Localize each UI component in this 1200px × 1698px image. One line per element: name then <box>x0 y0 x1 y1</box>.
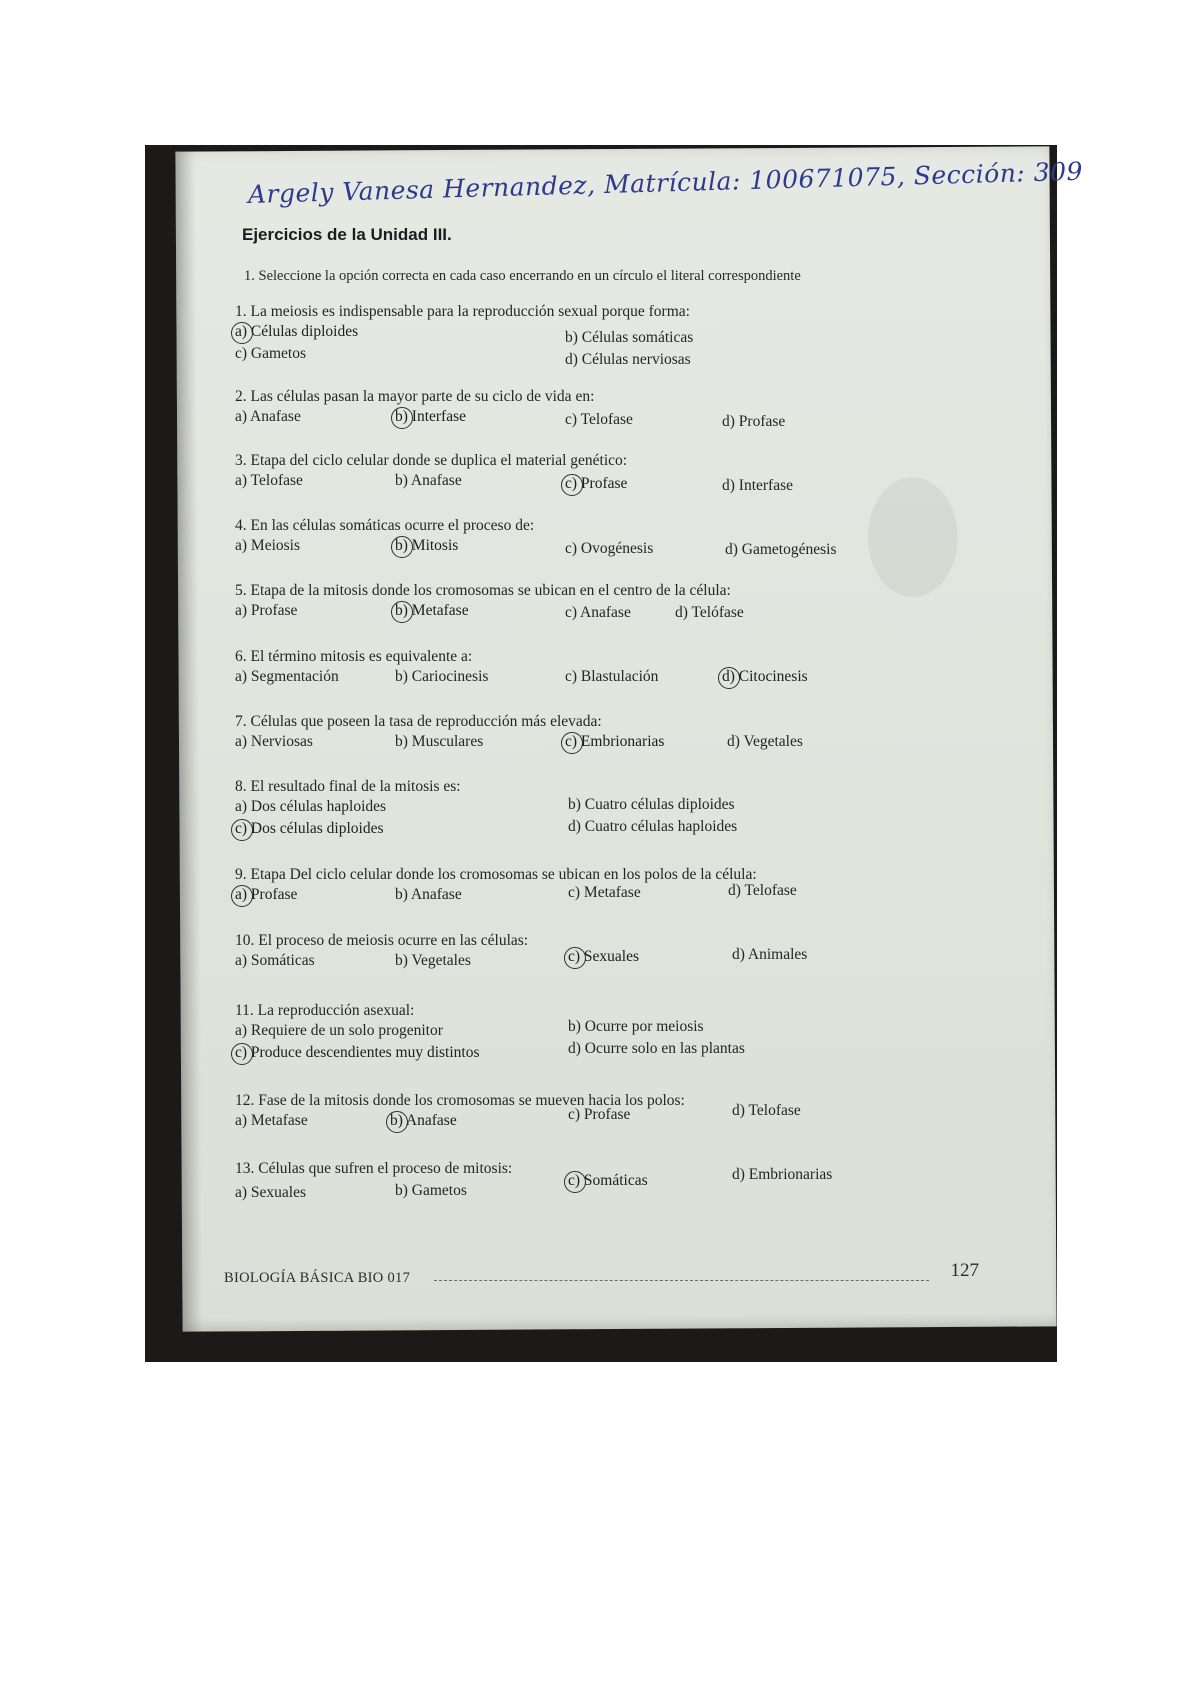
question-text: 11. La reproducción asexual: <box>235 1002 415 1019</box>
option-label: a) Profase <box>235 886 298 903</box>
option-label: d) Citocinesis <box>722 668 808 685</box>
handwritten-header: Argely Vanesa Hernandez, Matrícula: 100671075, Sección: 309 <box>247 156 1084 209</box>
instruction-text: 1. Seleccione la opción correcta en cada caso encerrando en un círculo el literal correspondiente <box>244 268 801 284</box>
option-a[interactable]: a) Profase <box>235 602 298 619</box>
option-c[interactable]: c) Metafase <box>568 884 641 901</box>
answer-options <box>235 1102 955 1134</box>
option-label: b) Metafase <box>395 602 469 619</box>
option-c[interactable]: c) Telofase <box>565 411 633 428</box>
answer-options <box>235 602 955 624</box>
answer-circle-mark <box>391 407 413 429</box>
option-d[interactable]: d) Ocurre solo en las plantas <box>568 1040 745 1057</box>
question-text: 3. Etapa del ciclo celular donde se duplica el material genético: <box>235 452 628 469</box>
option-a[interactable]: a) Dos células haploides <box>235 798 387 815</box>
answer-circle-mark <box>564 947 586 969</box>
option-label: b) Mitosis <box>395 537 459 554</box>
option-c[interactable] <box>565 733 664 751</box>
answer-circle-mark <box>386 1111 408 1133</box>
option-c[interactable]: c) Profase <box>568 1106 631 1123</box>
question-11 <box>235 1002 955 1066</box>
option-d[interactable]: d) Interfase <box>722 477 793 494</box>
option-b[interactable]: b) Gametos <box>395 1182 467 1199</box>
option-d[interactable]: d) Telofase <box>732 1102 801 1119</box>
option-d[interactable]: d) Gametogénesis <box>725 541 837 558</box>
option-a[interactable]: a) Metafase <box>235 1112 308 1129</box>
question-9 <box>235 866 955 908</box>
question-text: 4. En las células somáticas ocurre el proceso de: <box>235 517 535 534</box>
question-text: 9. Etapa Del ciclo celular donde los cromosomas se ubican en los polos de la célula: <box>235 866 757 883</box>
option-d[interactable] <box>722 668 808 686</box>
option-c[interactable] <box>235 820 384 838</box>
option-a[interactable]: a) Anafase <box>235 408 301 425</box>
page-title: Ejercicios de la Unidad III. <box>242 225 452 244</box>
answer-circle-mark <box>231 322 253 344</box>
footer-dashed-rule <box>434 1280 929 1281</box>
question-text: 13. Células que sufren el proceso de mitosis: <box>235 1160 513 1177</box>
option-label: c) Sexuales <box>568 948 640 965</box>
answer-options <box>235 408 955 430</box>
option-c[interactable] <box>565 475 627 493</box>
question-text: 6. El término mitosis es equivalente a: <box>235 648 473 665</box>
option-label: c) Profase <box>565 475 628 492</box>
option-a[interactable]: a) Segmentación <box>235 668 339 685</box>
option-c[interactable]: c) Anafase <box>565 604 631 621</box>
option-d[interactable]: d) Profase <box>722 413 786 430</box>
option-b[interactable] <box>390 1112 457 1130</box>
answer-options <box>235 733 955 755</box>
option-b[interactable] <box>395 602 469 620</box>
option-label: b) Anafase <box>390 1112 457 1129</box>
option-a[interactable] <box>235 323 358 341</box>
answer-options <box>235 798 955 842</box>
option-d[interactable]: d) Telofase <box>728 882 797 899</box>
option-label: a) Células diploides <box>235 323 359 340</box>
option-label: c) Embrionarias <box>565 733 665 750</box>
answer-circle-mark <box>561 474 583 496</box>
option-b[interactable]: b) Ocurre por meiosis <box>568 1018 704 1035</box>
answer-circle-mark <box>564 1171 586 1193</box>
option-b[interactable]: b) Cuatro células diploides <box>568 796 735 813</box>
answer-options <box>235 537 955 559</box>
question-text: 2. Las células pasan la mayor parte de su ciclo de vida en: <box>235 388 595 405</box>
answer-circle-mark <box>231 819 253 841</box>
question-8 <box>235 778 955 842</box>
question-text: 5. Etapa de la mitosis donde los cromosomas se ubican en el centro de la célula: <box>235 582 731 599</box>
option-a[interactable]: a) Somáticas <box>235 952 315 969</box>
question-10 <box>235 932 955 974</box>
option-a[interactable]: a) Telofase <box>235 472 303 489</box>
question-12 <box>235 1092 955 1134</box>
option-c[interactable]: c) Ovogénesis <box>565 540 654 557</box>
option-b[interactable] <box>395 537 458 555</box>
answer-circle-mark <box>391 536 413 558</box>
option-c[interactable] <box>568 1172 648 1190</box>
option-a[interactable]: a) Meiosis <box>235 537 301 554</box>
option-c[interactable]: c) Blastulación <box>565 668 659 685</box>
option-d[interactable]: d) Animales <box>732 946 808 963</box>
answer-circle-mark <box>561 732 583 754</box>
question-text: 10. El proceso de meiosis ocurre en las células: <box>235 932 529 949</box>
question-text: 1. La meiosis es indispensable para la reproducción sexual porque forma: <box>235 303 690 320</box>
option-b[interactable]: b) Anafase <box>395 472 462 489</box>
page-footer <box>224 1260 979 1290</box>
option-b[interactable]: b) Musculares <box>395 733 484 750</box>
answer-options <box>235 323 955 367</box>
answer-options <box>235 946 955 974</box>
question-2 <box>235 388 955 430</box>
question-6 <box>235 648 955 690</box>
answer-options <box>235 668 955 690</box>
option-label: c) Dos células diploides <box>235 820 384 837</box>
option-a[interactable]: a) Requiere de un solo progenitor <box>235 1022 443 1039</box>
answer-circle-mark <box>231 885 253 907</box>
question-text: 8. El resultado final de la mitosis es: <box>235 778 461 795</box>
option-label: c) Somáticas <box>568 1172 648 1189</box>
option-c[interactable] <box>235 1044 480 1062</box>
option-d[interactable]: d) Vegetales <box>727 733 803 750</box>
option-a[interactable]: a) Nerviosas <box>235 733 313 750</box>
option-label: b) Interfase <box>395 408 466 425</box>
answer-options <box>235 1018 955 1066</box>
option-d[interactable]: d) Células nerviosas <box>565 351 691 368</box>
option-b[interactable]: b) Células somáticas <box>565 329 694 346</box>
option-d[interactable]: d) Embrionarias <box>732 1166 833 1183</box>
option-d[interactable]: d) Telófase <box>675 604 744 621</box>
page-number: 127 <box>950 1260 979 1281</box>
option-a[interactable] <box>235 886 297 904</box>
answer-circle-mark <box>718 667 740 689</box>
option-c[interactable]: c) Gametos <box>235 345 307 362</box>
course-label: BIOLOGÍA BÁSICA BIO 017 <box>224 1270 411 1286</box>
option-a[interactable]: a) Sexuales <box>235 1184 307 1201</box>
question-5 <box>235 582 955 624</box>
question-4 <box>235 517 955 559</box>
answer-circle-mark <box>231 1043 253 1065</box>
option-b[interactable]: b) Anafase <box>395 886 462 903</box>
option-c[interactable] <box>568 948 639 966</box>
option-b[interactable]: b) Cariocinesis <box>395 668 489 685</box>
option-d[interactable]: d) Cuatro células haploides <box>568 818 738 835</box>
question-7 <box>235 713 955 755</box>
answer-circle-mark <box>391 601 413 623</box>
question-1 <box>235 303 955 367</box>
answer-options <box>235 472 955 494</box>
option-b[interactable] <box>395 408 466 426</box>
option-label: c) Produce descendientes muy distintos <box>235 1044 480 1061</box>
question-text: 7. Células que poseen la tasa de reproducción más elevada: <box>235 713 602 730</box>
answer-options <box>235 882 955 908</box>
option-b[interactable]: b) Vegetales <box>395 952 471 969</box>
question-13 <box>235 1160 955 1202</box>
question-text: 12. Fase de la mitosis donde los cromosomas se mueven hacia los polos: <box>235 1092 685 1109</box>
question-3 <box>235 452 955 494</box>
